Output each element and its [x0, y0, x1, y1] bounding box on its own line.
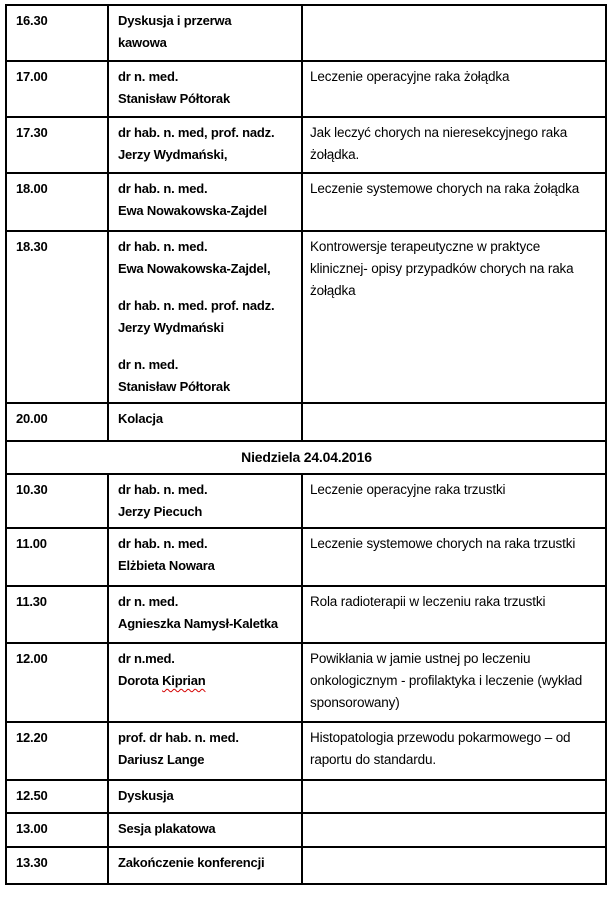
table-row [6, 722, 606, 780]
time-cell: 13.00 [6, 813, 108, 847]
speaker-name-flagged-misspelled: Kiprian [162, 673, 206, 688]
speaker-cell: Zakończenie konferencji [108, 847, 302, 884]
topic-cell: Powikłania w jamie ustnej po leczeniu onkologicznym - profilaktyka i leczenie (wykład sponsorowany) [302, 643, 606, 722]
time-cell: 12.00 [6, 643, 108, 722]
table-row [6, 643, 606, 722]
time-cell: 20.00 [6, 403, 108, 441]
speaker-cell: dr hab. n. med. Jerzy Piecuch [108, 474, 302, 528]
topic-cell [302, 813, 606, 847]
topic-cell: Histopatologia przewodu pokarmowego – od raportu do standardu. [302, 722, 606, 780]
table-row [6, 528, 606, 586]
speaker-cell: dr hab. n. med. Ewa Nowakowska-Zajdel [108, 173, 302, 231]
time-cell: 17.00 [6, 61, 108, 117]
speaker-cell: dr hab. n. med. Ewa Nowakowska-Zajdel, dr hab. n. med. prof. nadz. Jerzy Wydmański dr n. med. Stanisław Półtorak [108, 231, 302, 403]
time-cell: 12.20 [6, 722, 108, 780]
table-row [6, 813, 606, 847]
topic-cell [302, 5, 606, 61]
table-row [6, 847, 606, 884]
table-row [6, 61, 606, 117]
speaker-cell: dr hab. n. med, prof. nadz. Jerzy Wydmański, [108, 117, 302, 173]
table-row [6, 117, 606, 173]
topic-cell: Leczenie systemowe chorych na raka żołądka [302, 173, 606, 231]
topic-cell [302, 780, 606, 813]
table-row [6, 173, 606, 231]
table-row [6, 780, 606, 813]
table-row [6, 5, 606, 61]
speaker-cell: Dyskusja i przerwa kawowa [108, 5, 302, 61]
time-cell: 18.30 [6, 231, 108, 403]
time-cell: 16.30 [6, 5, 108, 61]
speaker-cell: prof. dr hab. n. med. Dariusz Lange [108, 722, 302, 780]
time-cell: 13.30 [6, 847, 108, 884]
topic-cell: Leczenie operacyjne raka trzustki [302, 474, 606, 528]
speaker-name-prefix: Dorota [118, 673, 163, 688]
speaker-cell: dr n. med. Agnieszka Namysł-Kaletka [108, 586, 302, 643]
schedule-table [5, 4, 607, 885]
time-cell: 10.30 [6, 474, 108, 528]
section-header-cell: Niedziela 24.04.2016 [6, 441, 606, 474]
table-row [6, 231, 606, 403]
table-row [6, 586, 606, 643]
table-row [6, 474, 606, 528]
topic-cell [302, 847, 606, 884]
time-cell: 11.00 [6, 528, 108, 586]
table-row [6, 403, 606, 441]
speaker-cell: Sesja plakatowa [108, 813, 302, 847]
topic-cell: Kontrowersje terapeutyczne w praktyce klinicznej- opisy przypadków chorych na raka żołądka [302, 231, 606, 403]
time-cell: 11.30 [6, 586, 108, 643]
speaker-cell: dr n.med. Dorota Kiprian [108, 643, 302, 722]
topic-cell: Rola radioterapii w leczeniu raka trzustki [302, 586, 606, 643]
topic-cell: Leczenie systemowe chorych na raka trzustki [302, 528, 606, 586]
speaker-cell: Kolacja [108, 403, 302, 441]
time-cell: 12.50 [6, 780, 108, 813]
topic-cell [302, 403, 606, 441]
topic-cell: Leczenie operacyjne raka żołądka [302, 61, 606, 117]
speaker-cell: Dyskusja [108, 780, 302, 813]
speaker-cell: dr hab. n. med. Elżbieta Nowara [108, 528, 302, 586]
time-cell: 17.30 [6, 117, 108, 173]
topic-cell: Jak leczyć chorych na nieresekcyjnego raka żołądka. [302, 117, 606, 173]
speaker-cell: dr n. med. Stanisław Półtorak [108, 61, 302, 117]
speaker-name-line [118, 670, 293, 692]
time-cell: 18.00 [6, 173, 108, 231]
section-header-row [6, 441, 606, 474]
